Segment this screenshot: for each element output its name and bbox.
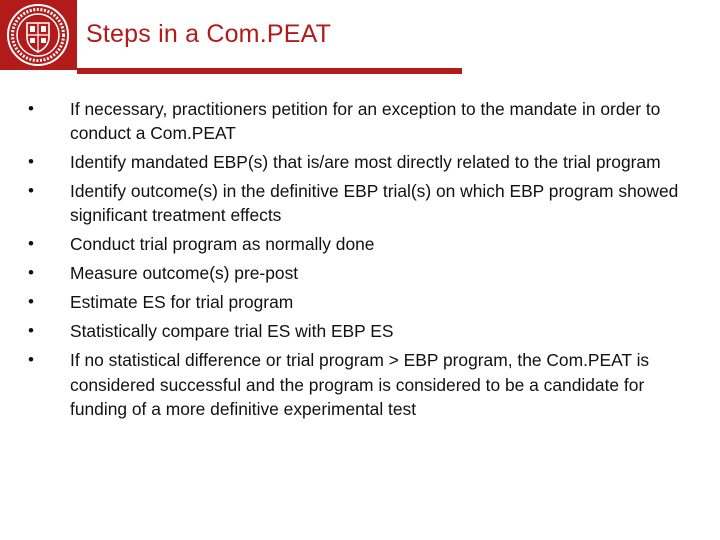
list-item-text: Statistically compare trial ES with EBP ES xyxy=(70,321,394,342)
bullet-icon: • xyxy=(28,152,34,172)
bullet-list xyxy=(28,97,690,426)
list-item xyxy=(28,348,690,421)
cornell-seal-icon xyxy=(3,2,73,68)
list-item-text: Conduct trial program as normally done xyxy=(70,234,375,255)
slide-title: Steps in a Com.PEAT xyxy=(86,20,332,48)
bullet-icon: • xyxy=(28,263,34,283)
list-item xyxy=(28,290,690,314)
list-item xyxy=(28,232,690,256)
list-item-text: Measure outcome(s) pre-post xyxy=(70,263,299,284)
list-item-text: If no statistical difference or trial program > EBP program, the Com.PEAT is considered successful and the program is considered to be a candidate for funding of a more definitive experimental test xyxy=(70,350,650,419)
list-item xyxy=(28,179,690,227)
bullet-icon: • xyxy=(28,181,34,201)
list-item xyxy=(28,261,690,285)
title-underline xyxy=(77,68,462,74)
logo xyxy=(0,0,77,70)
bullet-icon: • xyxy=(28,321,34,341)
bullet-icon: • xyxy=(28,234,34,254)
bullet-icon: • xyxy=(28,292,34,312)
bullet-icon: • xyxy=(28,350,34,370)
list-item xyxy=(28,319,690,343)
bullet-icon: • xyxy=(28,99,34,118)
list-item-text: If necessary, practitioners petition for an exception to the mandate in order to conduct a Com.PEAT xyxy=(70,99,661,144)
list-item-text: Identify mandated EBP(s) that is/are most directly related to the trial program xyxy=(70,152,661,173)
list-item xyxy=(28,97,690,145)
list-item-text: Identify outcome(s) in the definitive EBP trial(s) on which EBP program showed significant treatment effects xyxy=(70,181,679,226)
list-item xyxy=(28,150,690,174)
list-item-text: Estimate ES for trial program xyxy=(70,292,294,313)
